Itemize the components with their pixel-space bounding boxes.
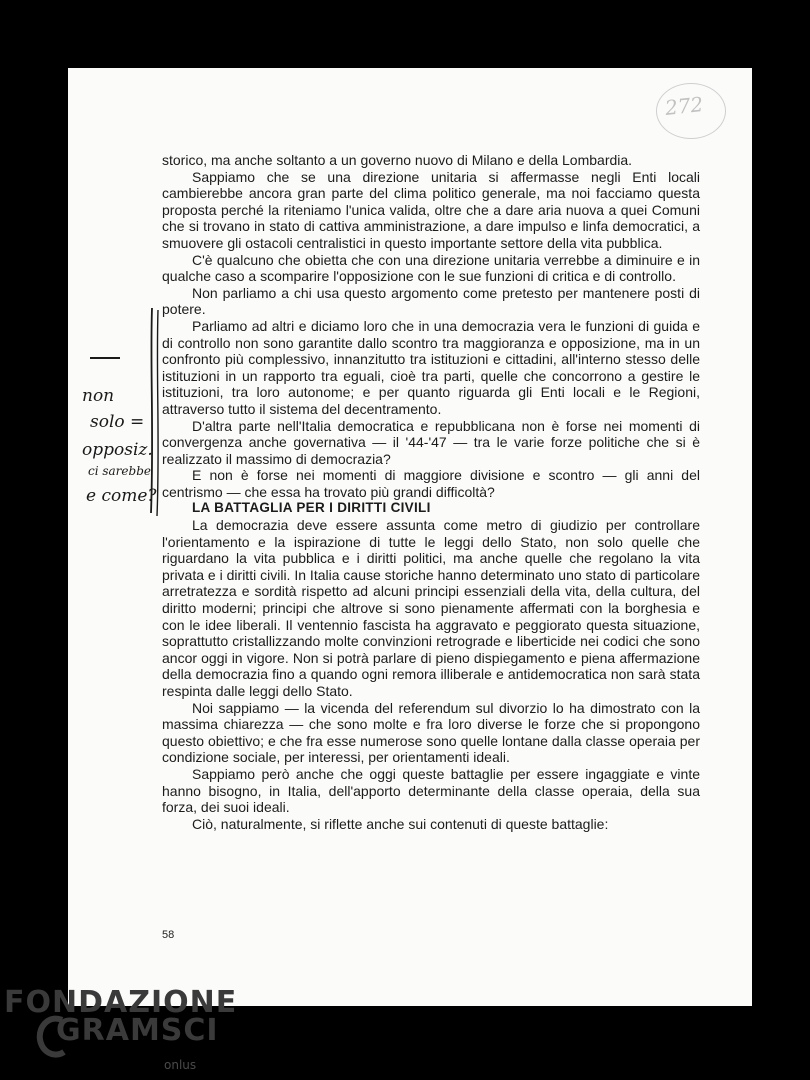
paragraph: storico, ma anche soltanto a un governo nuovo di Milano e della Lombardia. — [162, 152, 633, 168]
paragraph: Sappiamo che se una direzione unitaria si affermasse negli Enti locali cambierebbe ancora gran parte del clima politico generale, ma noi facciamo questa proposta perché la riteniamo l'unica valida, oltre che a dare aria nuova a quei Comuni che si trovano in stato di cattiva amministrazione, a dare impulso e linfa democratici, a smuovere gli ostacoli centralistici in questo importante settore della vita pubblica. — [162, 168, 700, 251]
paragraph: C'è qualcuno che obietta che con una direzione unitaria verrebbe a diminuire e in qualche caso a scomparire l'opposizione con le sue funzioni di critica e di controllo. — [162, 251, 700, 285]
paragraph: Parliamo ad altri e diciamo loro che in una democrazia vera le funzioni di guida e di controllo non sono garantite dallo scontro tra maggioranza e opposizione, ma in un confronto più complessivo, innanzitutto tra istituzioni e cittadini, all'interno stesso delle istituzioni in un rapporto tra eguali, cioè tra parti, quelle che concorrono a gestire le istituzioni, tra loro autonome; e per quanto riguarda gli Enti locali e le Regioni, attraverso tutto il sistema del decentramento. — [162, 317, 700, 417]
paragraph: La democrazia deve essere assunta come metro di giudizio per controllare l'orientamento e la ispirazione di tutte le leggi dello Stato, non solo quelle che riguardano la vita pubblica e i diritti politici, ma anche quelle che regolano la vita privata e i diritti civili. In Italia cause storiche hanno determinato uno stato di particolare arretratezza e sordità rispetto ad alcuni principi essenziali della vita, della cultura, del diritto moderni; principi che altrove si sono pienamente affermati con la borghesia e con le idee liberali. Il ventennio fascista ha aggravato e peggiorato questa situazione, soprattutto cristallizzando molte convinzioni retrograde e liberticide nei codici che sono ancor oggi in vigore. Non si potrà parlare di pieno dispiegamento e piena affermazione della democrazia fino a quando ogni remora illiberale e antidemocratica non sarà stata respinta dalle leggi dello Stato. — [162, 517, 700, 699]
watermark-logo — [4, 985, 238, 1072]
paragraph: Sappiamo però anche che oggi queste battaglie per essere ingaggiate e vinte hanno bisogno, in Italia, dell'apporto determinante della classe operaia, della sua forza, dei suoi ideali. — [162, 765, 700, 816]
archive-stamp — [656, 83, 726, 139]
body-text — [162, 152, 700, 832]
watermark-line-3: onlus — [164, 1058, 197, 1072]
section-heading: LA BATTAGLIA PER I DIRITTI CIVILI — [192, 500, 431, 516]
archive-stamp-number: 272 — [663, 92, 705, 120]
paragraph: D'altra parte nell'Italia democratica e repubblicana non è forse nei momenti di convergenza anche governativa — il '44-'47 — tra le varie forze politiche che si è realizzato il massimo di democrazia? — [162, 417, 700, 467]
paragraph: Ciò, naturalmente, si riflette anche sui contenuti di queste battaglie: — [192, 815, 609, 832]
paragraph: Noi sappiamo — la vicenda del referendum sul divorzio lo ha dimostrato con la massima chiarezza — che sono molte e fra loro diverse le forze che si propongono questo obiettivo; e che fra esse numerose sono quelle lontane dalla classe operaia per condizione sociale, per interessi, per orientamenti ideali. — [162, 699, 700, 766]
note-line-4: ci sarebbe — [88, 464, 151, 478]
paragraph: E non è forse nei momenti di maggiore divisione e scontro — gli anni del centrismo — che essa ha trovato più grandi difficoltà? — [162, 467, 700, 500]
note-line-1: non — [82, 386, 115, 406]
watermark-line-2: GRAMSCI — [56, 1013, 219, 1048]
note-line-3: opposiz. — [82, 440, 153, 460]
paragraph: Non parliamo a chi usa questo argomento come pretesto per mantenere posti di potere. — [162, 284, 700, 318]
note-line-2: solo = — [90, 412, 145, 432]
page-number: 58 — [162, 929, 175, 941]
handwritten-margin-note — [68, 288, 168, 538]
watermark-line-1: FONDAZIONE — [4, 985, 238, 1020]
document-page — [68, 68, 752, 1006]
note-line-5: e come? — [86, 486, 157, 506]
margin-marks-icon — [68, 288, 168, 578]
